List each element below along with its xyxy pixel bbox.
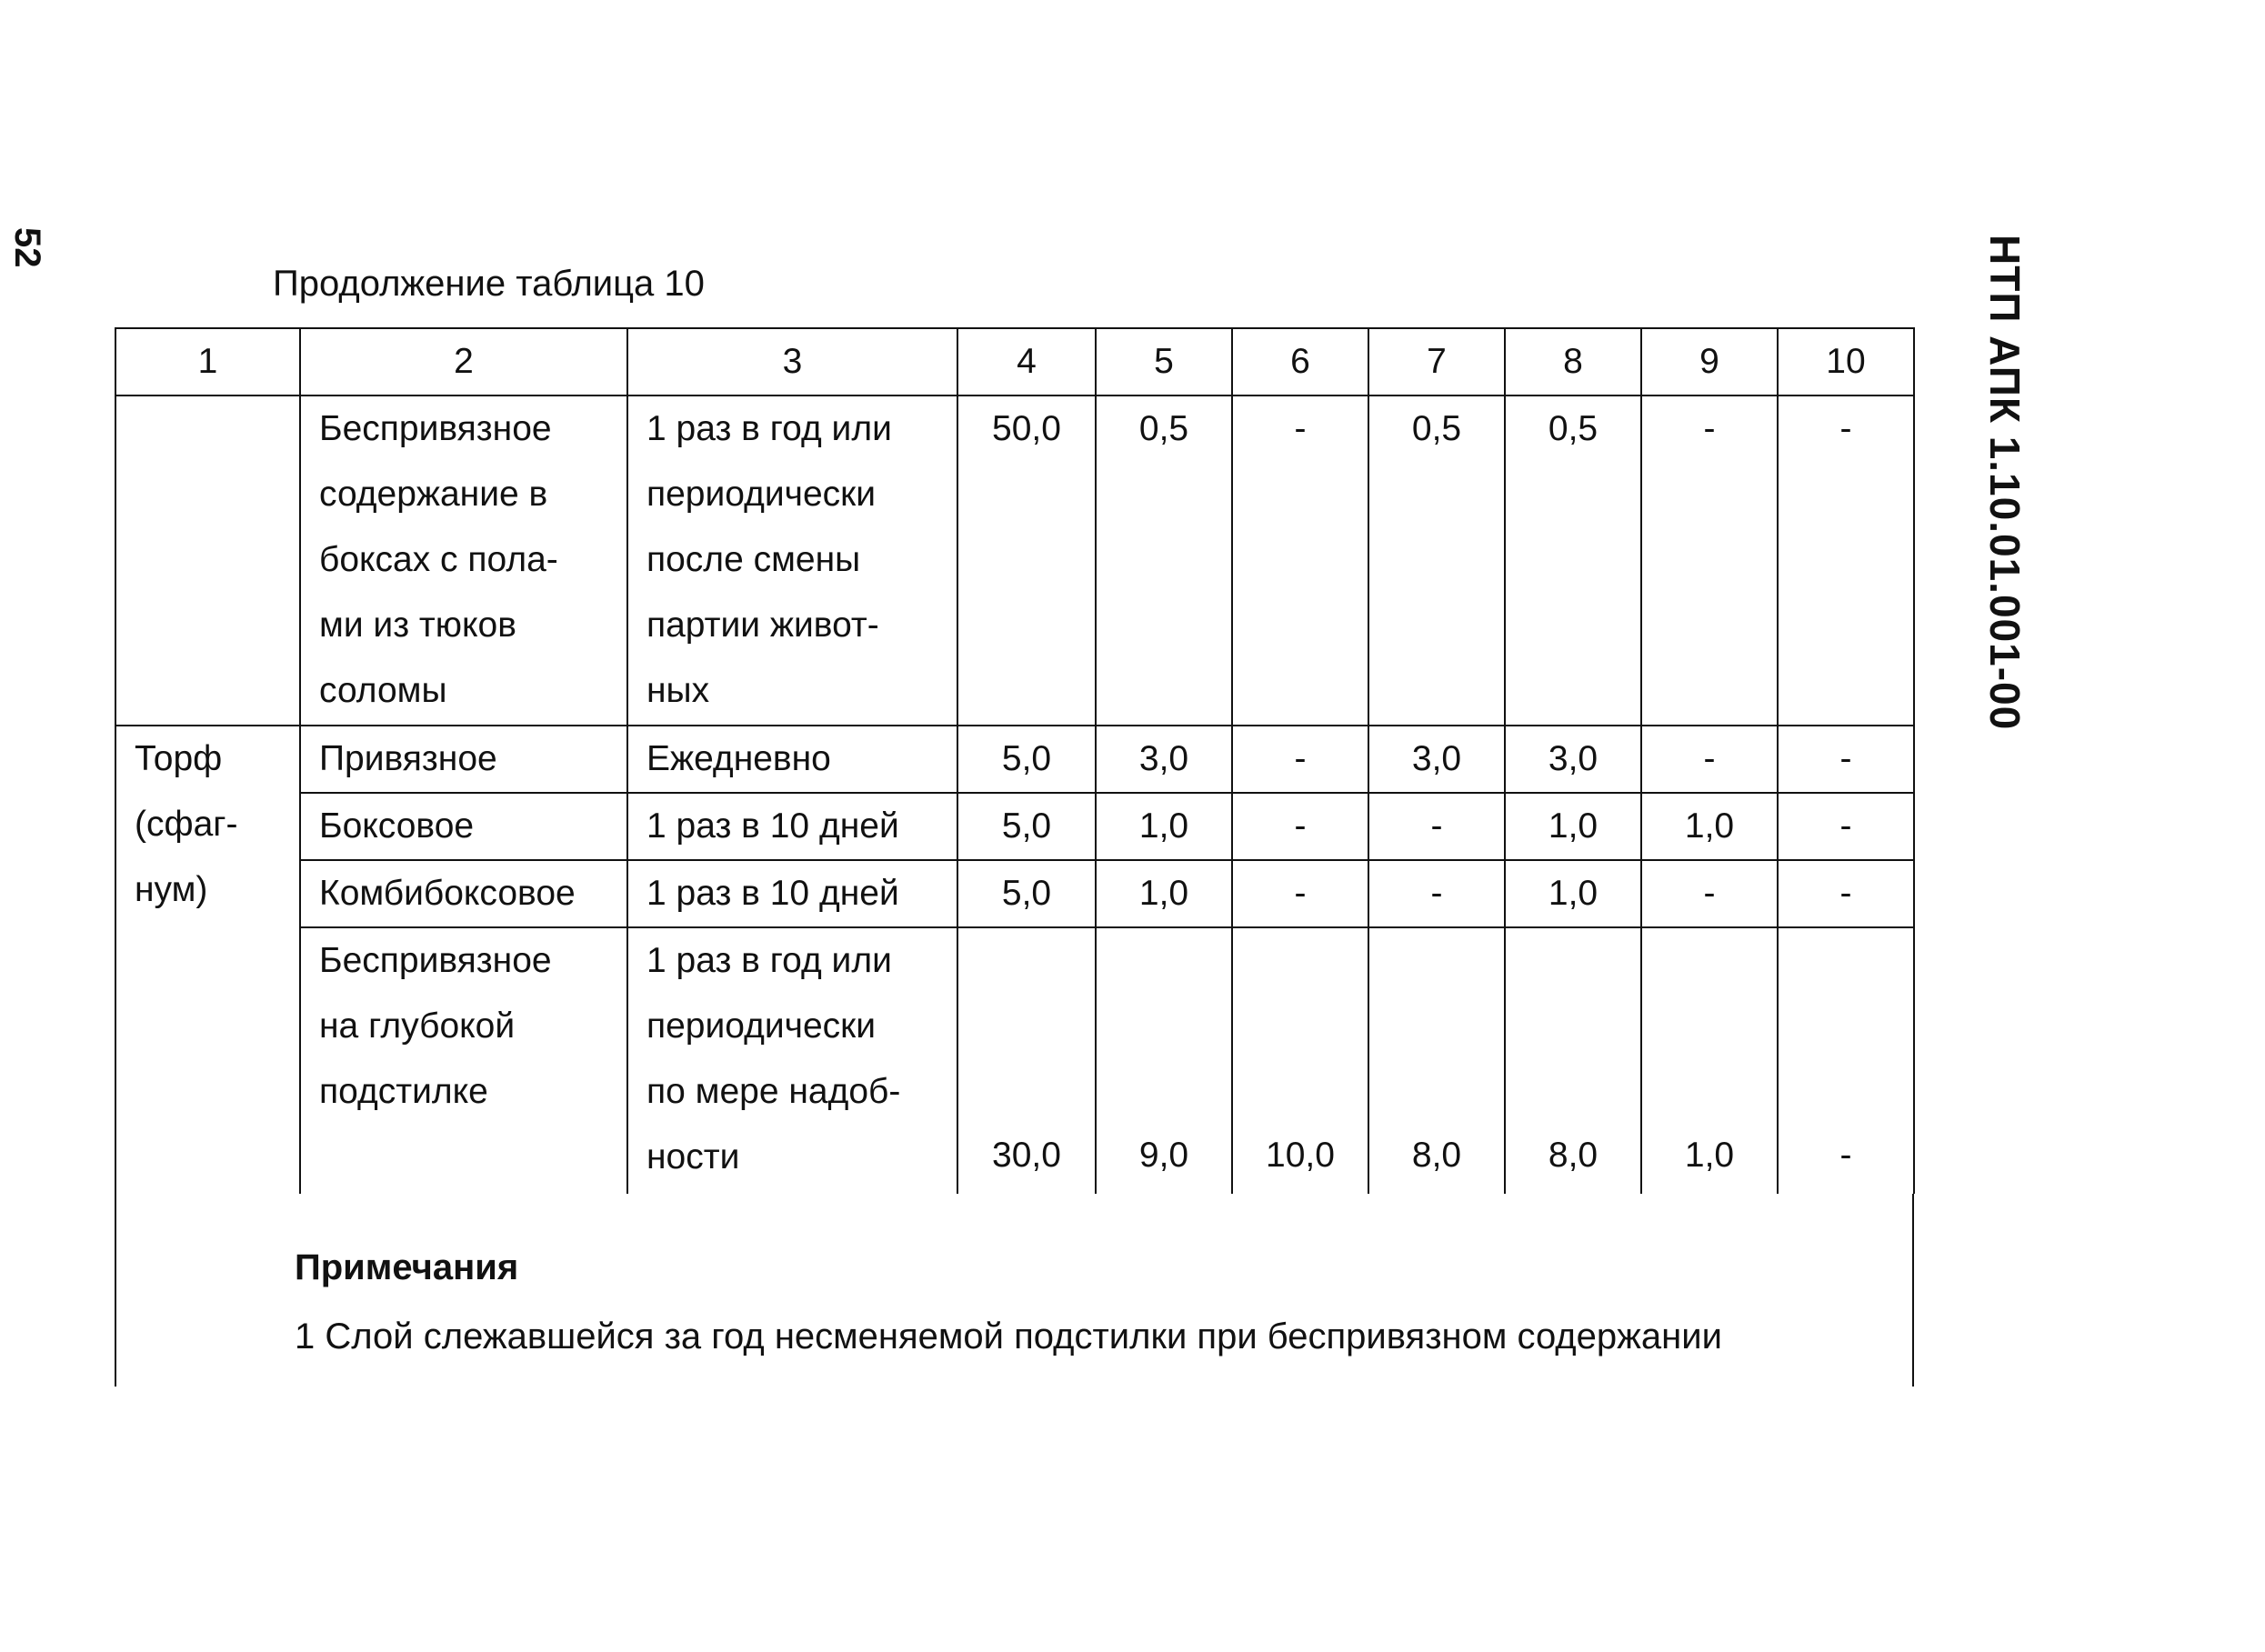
value-cell: 1,0 <box>1641 793 1778 860</box>
value-cell: 3,0 <box>1096 726 1232 793</box>
value-cell: 0,5 <box>1505 395 1641 726</box>
cell-text-line: (сфаг- <box>135 804 238 844</box>
value-cell: 10,0 <box>1232 927 1368 1194</box>
document-code: НТП АПК 1.10.01.001-00 <box>1981 235 2029 731</box>
value-cell: 3,0 <box>1505 726 1641 793</box>
material-cell-empty <box>115 395 300 726</box>
note-line: 1 Слой слежавшейся за год несменяемой подстилки при беспривязном содержании <box>295 1317 1722 1357</box>
table-caption: Продолжение таблица 10 <box>273 264 705 304</box>
header-cell: 8 <box>1505 328 1641 395</box>
cell-text-line: боксах с пола- <box>319 540 558 580</box>
value-cell: - <box>1641 395 1778 726</box>
value-cell: - <box>1232 395 1368 726</box>
cell-text-line: периодически <box>646 1006 877 1046</box>
header-cell: 5 <box>1096 328 1232 395</box>
cell-text-line: после смены <box>646 540 861 580</box>
table-row <box>115 927 1914 1194</box>
cell-text-line: ми из тюков <box>319 606 516 646</box>
table-row <box>115 793 1914 860</box>
cell-text-line: подстилке <box>319 1072 488 1112</box>
frequency-cell: 1 раз в 10 дней <box>627 860 957 927</box>
cell-text-line: Торф <box>135 738 223 778</box>
header-cell: 6 <box>1232 328 1368 395</box>
value-cell: 3,0 <box>1368 726 1505 793</box>
value-cell: 5,0 <box>957 793 1096 860</box>
value-cell: 1,0 <box>1096 793 1232 860</box>
cell-text-line: партии живот- <box>646 606 879 646</box>
value-cell: - <box>1368 860 1505 927</box>
frame-left-border <box>115 1194 116 1387</box>
value-cell: - <box>1778 395 1914 726</box>
table-row <box>115 860 1914 927</box>
cell-text-line: Беспривязное <box>319 941 552 981</box>
housing-type-cell: Комбибоксовое <box>300 860 627 927</box>
cell-text-line: ных <box>646 671 710 711</box>
header-cell: 10 <box>1778 328 1914 395</box>
page-number: 52 <box>7 227 47 268</box>
frequency-cell <box>627 927 957 1194</box>
value-cell: 1,0 <box>1096 860 1232 927</box>
value-cell: 8,0 <box>1368 927 1505 1194</box>
cell-text-line: на глубокой <box>319 1006 516 1046</box>
table-row <box>115 395 1914 726</box>
data-table <box>115 327 1915 1194</box>
value-cell: 5,0 <box>957 860 1096 927</box>
cell-text-line: ности <box>646 1137 740 1177</box>
cell-text-line: содержание в <box>319 475 548 515</box>
value-cell: 50,0 <box>957 395 1096 726</box>
value-cell: 1,0 <box>1505 860 1641 927</box>
cell-text-line: Беспривязное <box>319 409 552 449</box>
value-cell: 5,0 <box>957 726 1096 793</box>
value-cell: 8,0 <box>1505 927 1641 1194</box>
frequency-cell: 1 раз в 10 дней <box>627 793 957 860</box>
housing-type-cell: Привязное <box>300 726 627 793</box>
value-cell: - <box>1778 860 1914 927</box>
header-cell: 4 <box>957 328 1096 395</box>
housing-type-cell: Боксовое <box>300 793 627 860</box>
cell-text-line: нум) <box>135 869 208 909</box>
cell-text-line: 1 раз в год или <box>646 941 892 981</box>
value-cell: 0,5 <box>1096 395 1232 726</box>
notes-title: Примечания <box>295 1247 519 1287</box>
header-row <box>115 328 1914 395</box>
header-cell: 9 <box>1641 328 1778 395</box>
value-cell: 30,0 <box>957 927 1096 1194</box>
value-cell: - <box>1232 793 1368 860</box>
value-cell: - <box>1778 726 1914 793</box>
value-cell: - <box>1232 726 1368 793</box>
housing-type-cell <box>300 395 627 726</box>
cell-text-line: периодически <box>646 475 877 515</box>
value-cell: - <box>1232 860 1368 927</box>
value-cell: 0,5 <box>1368 395 1505 726</box>
header-cell: 1 <box>115 328 300 395</box>
frequency-cell: Ежедневно <box>627 726 957 793</box>
value-cell: 9,0 <box>1096 927 1232 1194</box>
value-cell: 1,0 <box>1641 927 1778 1194</box>
value-cell: - <box>1641 860 1778 927</box>
value-cell: - <box>1641 726 1778 793</box>
value-cell: 1,0 <box>1505 793 1641 860</box>
header-cell: 3 <box>627 328 957 395</box>
material-cell <box>115 726 300 1194</box>
value-cell: - <box>1778 793 1914 860</box>
cell-text-line: 1 раз в год или <box>646 409 892 449</box>
table-row <box>115 726 1914 793</box>
header-cell: 7 <box>1368 328 1505 395</box>
value-cell: - <box>1778 927 1914 1194</box>
header-cell: 2 <box>300 328 627 395</box>
cell-text-line: соломы <box>319 671 447 711</box>
value-cell: - <box>1368 793 1505 860</box>
frame-right-border <box>1912 1194 1914 1387</box>
housing-type-cell <box>300 927 627 1194</box>
frequency-cell <box>627 395 957 726</box>
cell-text-line: по мере надоб- <box>646 1072 901 1112</box>
